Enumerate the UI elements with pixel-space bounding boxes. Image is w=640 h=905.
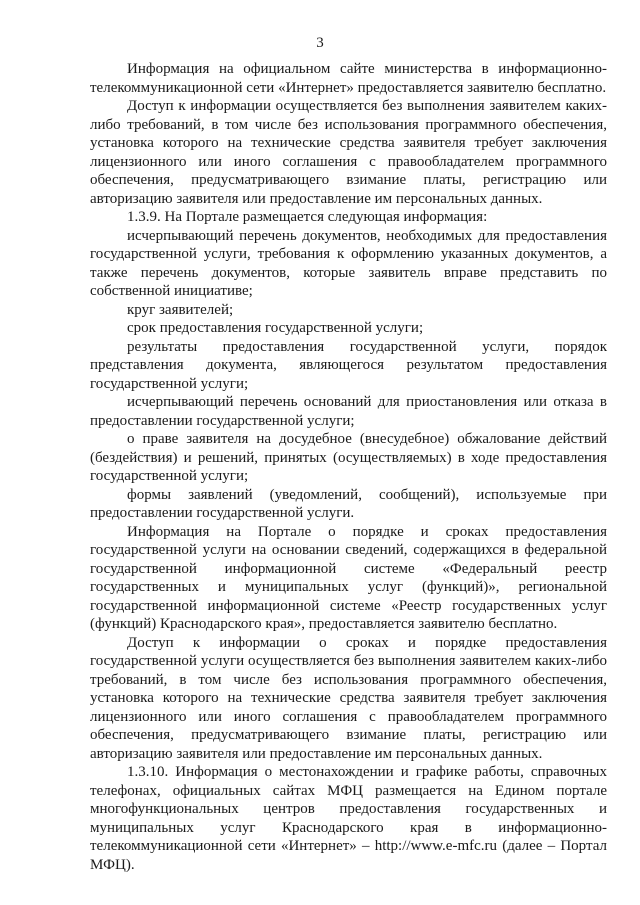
list-item-applicants: круг заявителей; [127, 301, 234, 318]
list-item-refusal-grounds: исчерпывающий перечень оснований для приостановления или отказа в предоставлении государственной услуги; [90, 394, 607, 429]
list-item-service-term: срок предоставления государственной услуги; [127, 320, 424, 336]
page-number: 3 [316, 35, 324, 51]
paragraph-section-1-3-9: 1.3.9. На Портале размещается следующая информация: [127, 209, 488, 225]
paragraph-portal-registry-info: Информация на Портале о порядке и сроках предоставления государственной услуги на основании сведений, содержащихся в федеральной государственной информационной системе «Федеральный реестр государственных и муниципальных услуг (функций)», региональной государственной информационной системе «Реестр государственных услуг (функций) Краснодарского края», предоставляется заявителю бесплатно. [90, 523, 607, 632]
paragraph-access-terms-info: Доступ к информации о сроках и порядке предоставления государственной услуги осуществляется без выполнения заявителем каких-либо требований, в том числе без использования программного обеспечения, установка которого на технические средства заявителя требует заключения лицензионного или иного соглашения с правообладателем программного обеспечения, предусматривающего взимание платы, регистрацию или авторизацию заявителя или предоставление им персональных данных. [90, 634, 607, 762]
list-item-appeal-right: о праве заявителя на досудебное (внесудебное) обжалование действий (бездействия) и решений, принятых (осуществляемых) в ходе предоставления государственной услуги; [90, 431, 607, 484]
paragraph-section-1-3-10: 1.3.10. Информация о местонахождении и графике работы, справочных телефонах, официальных сайтах МФЦ размещается на Едином портале многофункциональных центров предоставления государственных и муниципальных услуг Краснодарского края в информационно-телекоммуникационной сети «Интернет» – http://www.e-mfc.ru (далее – Портал МФЦ). [90, 764, 607, 873]
list-item-results: результаты предоставления государственной услуги, порядок представления документа, являющегося результатом предоставления государственной услуги; [90, 338, 607, 392]
paragraph-official-site-info: Информация на официальном сайте министерства в информационно-телекоммуникационной сети «Интернет» предоставляется заявителю бесплатно. [90, 61, 607, 96]
list-item-application-forms: формы заявлений (уведомлений, сообщений), используемые при предоставлении государственной услуги. [90, 486, 607, 521]
list-item-documents: исчерпывающий перечень документов, необходимых для предоставления государственной услуги, требования к оформлению указанных документов, а также перечень документов, которые заявитель вправе представить по собственной инициативе; [90, 227, 607, 299]
document-body [90, 60, 607, 874]
paragraph-access-conditions: Доступ к информации осуществляется без выполнения заявителем каких-либо требований, в том числе без использования программного обеспечения, установка которого на технические средства заявителя требует заключения лицензионного или иного соглашения с правообладателем программного обеспечения, предусматривающего взимание платы, регистрацию или авторизацию заявителя или предоставление им персональных данных. [90, 98, 607, 207]
